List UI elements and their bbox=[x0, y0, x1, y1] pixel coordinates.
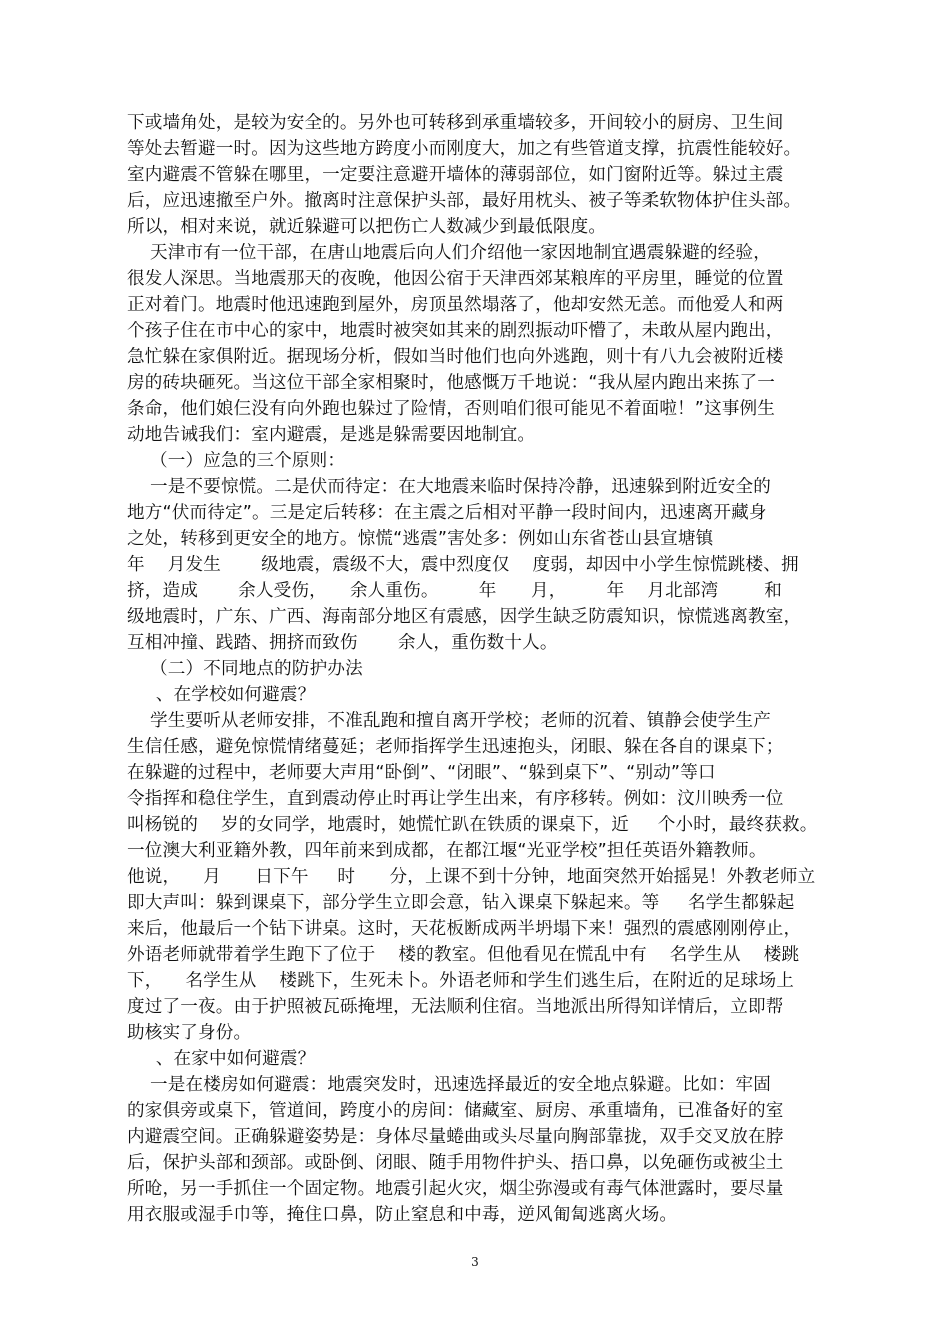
document-body bbox=[127, 110, 837, 1228]
text-line: 所呛，另一手抓住一个固定物。地震引起火灾，烟尘弥漫或有毒气体泄露时，要尽量 bbox=[127, 1179, 784, 1199]
text-line: 、在学校如何避震？ bbox=[127, 685, 316, 705]
text-line: 下， 名学生从 楼跳下，生死未卜。外语老师和学生们逃生后，在附近的足球场上 bbox=[127, 971, 794, 991]
text-line: 学生要听从老师安排，不准乱跑和擅自离开学校；老师的沉着、镇静会使学生产 bbox=[127, 711, 772, 731]
text-line: 急忙躲在家俱附近。据现场分析，假如当时他们也向外逃跑，则十有八九会被附近楼 bbox=[127, 347, 784, 367]
text-line: 生信任感，避免惊慌情绪蔓延；老师指挥学生迅速抱头，闭眼、躲在各自的课桌下； bbox=[127, 737, 784, 757]
page-number: 3 bbox=[471, 1255, 479, 1269]
text-line: 内避震空间。正确躲避姿势是：身体尽量蜷曲或头尽量向胸部靠拢，双手交叉放在脖 bbox=[127, 1127, 784, 1147]
text-line: 条命，他们娘仨没有向外跑也躲过了险情，否则咱们很可能见不着面啦！”这事例生 bbox=[127, 399, 776, 419]
text-line: 一是不要惊慌。二是伏而待定：在大地震来临时保持冷静，迅速躲到附近安全的 bbox=[127, 477, 772, 497]
text-line: 叫杨锐的 岁的女同学，地震时，她慌忙趴在铁质的课桌下，近 个小时，最终获救。 bbox=[127, 815, 818, 835]
text-line: 挤，造成 余人受伤， 余人重伤。 年 月， 年 月北部湾 和 bbox=[127, 581, 783, 601]
text-line: 外语老师就带着学生跑下了位于 楼的教室。但他看见在慌乱中有 名学生从 楼跳 bbox=[127, 945, 800, 965]
text-line: 房的砖块砸死。当这位干部全家相聚时，他感慨万千地说：“我从屋内跑出来拣了一 bbox=[127, 373, 776, 393]
text-line: （二）不同地点的防护办法 bbox=[127, 659, 363, 679]
text-line: 等处去暂避一时。因为这些地方跨度小而刚度大，加之有些管道支撑，抗震性能较好。 bbox=[127, 139, 802, 159]
text-line: 年 月发生 级地震，震级不大，震中烈度仅 度弱，却因中小学生惊慌跳楼、拥 bbox=[127, 555, 799, 575]
text-line: 他说， 月 日下午 时 分，上课不到十分钟，地面突然开始摇晃！外教老师立 bbox=[127, 867, 816, 887]
text-line: 地方“伏而待定”。三是定后转移：在主震之后相对平静一段时间内，迅速离开藏身 bbox=[127, 503, 767, 523]
text-line: 后，应迅速撤至户外。撤离时注意保护头部，最好用枕头、被子等柔软物体护住头部。 bbox=[127, 191, 802, 211]
text-line: （一）应急的三个原则： bbox=[127, 451, 346, 471]
text-line: 级地震时，广东、广西、海南部分地区有震感，因学生缺乏防震知识，惊慌逃离教室， bbox=[127, 607, 802, 627]
text-line: 互相冲撞、践踏、拥挤而致伤 余人，重伤数十人。 bbox=[127, 633, 558, 653]
text-line: 后，保护头部和颈部。或卧倒、闭眼、随手用物件护头、捂口鼻，以免砸伤或被尘土 bbox=[127, 1153, 784, 1173]
text-line: 个孩子住在市中心的家中，地震时被突如其来的剧烈振动吓懵了，未敢从屋内跑出， bbox=[127, 321, 784, 341]
text-line: 下或墙角处，是较为安全的。另外也可转移到承重墙较多，开间较小的厨房、卫生间 bbox=[127, 113, 784, 133]
text-line: 天津市有一位干部，在唐山地震后向人们介绍他一家因地制宜遇震躲避的经验， bbox=[127, 243, 772, 263]
text-line: 来后，他最后一个钻下讲桌。这时，天花板断成两半坍塌下来！强烈的震感刚刚停止， bbox=[127, 919, 802, 939]
text-line: 的家俱旁或桌下，管道间，跨度小的房间：储藏室、厨房、承重墙角，已准备好的室 bbox=[127, 1101, 784, 1121]
text-line: 度过了一夜。由于护照被瓦砾掩埋，无法顺利住宿。当地派出所得知详情后，立即帮 bbox=[127, 997, 784, 1017]
text-line: 室内避震不管躲在哪里，一定要注意避开墙体的薄弱部位，如门窗附近等。躲过主震 bbox=[127, 165, 784, 185]
text-line: 所以，相对来说，就近躲避可以把伤亡人数减少到最低限度。 bbox=[127, 217, 607, 237]
text-line: 一是在楼房如何避震：地震突发时，迅速选择最近的安全地点躲避。比如：牢固 bbox=[127, 1075, 772, 1095]
text-line: 一位澳大利亚籍外教，四年前来到成都，在都江堰“光亚学校”担任英语外籍教师。 bbox=[127, 841, 767, 861]
text-line: 、在家中如何避震？ bbox=[127, 1049, 316, 1069]
text-line: 在躲避的过程中，老师要大声用“卧倒”、“闭眼”、“躲到桌下”、“别动”等口 bbox=[127, 763, 716, 783]
text-line: 正对着门。地震时他迅速跑到屋外，房顶虽然塌落了，他却安然无恙。而他爱人和两 bbox=[127, 295, 784, 315]
text-line: 令指挥和稳住学生，直到震动停止时再让学生出来，有序移转。例如：汶川映秀一位 bbox=[127, 789, 784, 809]
text-line: 之处，转移到更安全的地方。惊慌“逃震”害处多：例如山东省苍山县宣塘镇 bbox=[127, 529, 714, 549]
text-line: 助核实了身份。 bbox=[127, 1023, 252, 1043]
text-line: 动地告诫我们：室内避震，是逃是躲需要因地制宜。 bbox=[127, 425, 536, 445]
text-line: 很发人深思。当地震那天的夜晚，他因公宿于天津西郊某粮库的平房里，睡觉的位置 bbox=[127, 269, 784, 289]
text-line: 用衣服或湿手巾等，掩住口鼻，防止窒息和中毒，逆风匍匐逃离火场。 bbox=[127, 1205, 678, 1225]
text-line: 即大声叫：躲到课桌下，部分学生立即会意，钻入课桌下躲起来。等 名学生都躲起 bbox=[127, 893, 795, 913]
